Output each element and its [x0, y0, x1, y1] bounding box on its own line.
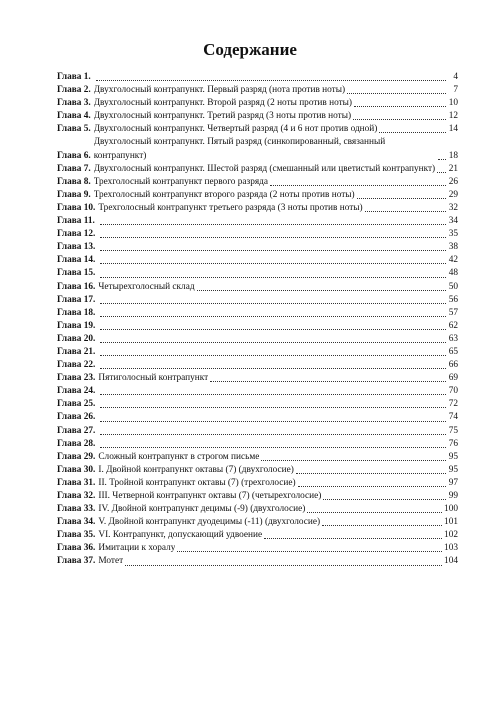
toc-entry[interactable]	[57, 307, 458, 320]
dot-leader	[100, 420, 446, 422]
chapter-title-wrap	[94, 163, 448, 176]
dot-leader	[322, 524, 442, 526]
toc-entry[interactable]	[57, 346, 458, 359]
chapter-title: Имитации к хоралу	[98, 543, 176, 554]
dot-leader	[100, 315, 446, 317]
chapter-title-wrap	[98, 262, 448, 267]
chapter-title: Двухголосный контрапункт. Четвертый разряд (4 и 6 нот против одной)	[93, 124, 378, 135]
dot-leader	[100, 276, 446, 278]
chapter-number: Глава 11.	[57, 216, 95, 227]
chapter-number: Глава 36.	[57, 543, 96, 554]
toc-entry[interactable]	[57, 438, 458, 451]
dot-leader	[437, 171, 446, 173]
page-number: 95	[448, 451, 458, 462]
page-number: 97	[448, 477, 458, 488]
page-number: 35	[448, 229, 458, 240]
chapter-title-wrap	[98, 223, 448, 228]
dot-leader	[347, 92, 446, 94]
page-number: 101	[444, 517, 458, 528]
chapter-title-wrap	[98, 281, 448, 294]
dot-leader	[353, 118, 446, 120]
chapter-title-wrap	[98, 354, 448, 359]
chapter-title-wrap	[98, 341, 448, 346]
chapter-number: Глава 17.	[57, 294, 96, 305]
dot-leader	[100, 406, 446, 408]
chapter-number: Глава 6.	[57, 150, 91, 161]
toc-entry[interactable]	[57, 294, 458, 307]
chapter-title-wrap	[98, 529, 444, 542]
page-number: 18	[448, 150, 458, 161]
page-number: 34	[448, 216, 458, 227]
chapter-number: Глава 26.	[57, 412, 96, 423]
toc-entry[interactable]	[57, 477, 458, 490]
dot-leader	[264, 537, 442, 539]
page-number: 48	[448, 268, 458, 279]
toc-entry[interactable]	[57, 189, 458, 202]
chapter-number: Глава 33.	[57, 504, 96, 515]
page-number: 32	[448, 202, 458, 213]
toc-entry[interactable]	[57, 254, 458, 267]
chapter-title: Мотет	[98, 556, 124, 567]
chapter-title-wrap	[94, 176, 448, 189]
chapter-title-wrap	[98, 477, 448, 490]
chapter-title-wrap	[98, 236, 448, 241]
toc-entry[interactable]	[57, 84, 458, 97]
chapter-title-wrap	[94, 97, 448, 110]
chapter-title-wrap	[98, 490, 448, 503]
toc-entry[interactable]	[57, 281, 458, 294]
chapter-number: Глава 18.	[57, 307, 96, 318]
toc-entry[interactable]	[57, 398, 458, 411]
chapter-title: Двухголосный контрапункт. Второй разряд (2 ноты против ноты)	[93, 98, 353, 109]
dot-leader	[100, 393, 446, 395]
page-number: 7	[453, 85, 458, 96]
chapter-number: Глава 25.	[57, 399, 96, 410]
dot-leader	[125, 564, 442, 566]
page-number: 103	[444, 543, 458, 554]
chapter-title: Сложный контрапункт в строгом письме	[98, 451, 260, 462]
page-number: 50	[448, 281, 458, 292]
dot-leader	[96, 79, 446, 81]
table-of-contents	[57, 71, 458, 569]
toc-entry[interactable]	[57, 411, 458, 424]
chapter-title-wrap	[94, 123, 448, 136]
toc-entry[interactable]	[57, 333, 458, 346]
chapter-number: Глава 9.	[57, 189, 91, 200]
chapter-title-wrap	[98, 503, 444, 516]
chapter-number: Глава 10.	[57, 202, 96, 213]
chapter-number: Глава 28.	[57, 438, 96, 449]
toc-entry[interactable]	[57, 163, 458, 176]
toc-entry[interactable]	[57, 228, 458, 241]
page-number: 74	[448, 412, 458, 423]
dot-leader	[365, 210, 446, 212]
page-number: 75	[448, 425, 458, 436]
dot-leader	[270, 184, 446, 186]
chapter-title: Двухголосный контрапункт. Пятый разряд (синкопированный, связанный контрапункт)	[93, 137, 386, 161]
dot-leader	[100, 302, 446, 304]
dot-leader	[100, 262, 446, 264]
chapter-title-wrap	[98, 202, 448, 215]
page-number: 56	[448, 294, 458, 305]
page-number: 21	[448, 163, 458, 174]
dot-leader	[100, 341, 446, 343]
page-number: 104	[444, 556, 458, 567]
toc-entry[interactable]	[57, 372, 458, 385]
chapter-title: II. Тройной контрапункт октавы (7) (трехголосие)	[98, 477, 296, 488]
chapter-title-wrap	[98, 542, 444, 555]
dot-leader	[323, 498, 446, 500]
chapter-number: Глава 5.	[57, 124, 91, 135]
chapter-number: Глава 19.	[57, 320, 96, 331]
chapter-number: Глава 7.	[57, 163, 91, 174]
chapter-number: Глава 35.	[57, 530, 96, 541]
chapter-number: Глава 2.	[57, 85, 91, 96]
chapter-title-wrap	[98, 555, 444, 568]
chapter-number: Глава 20.	[57, 333, 96, 344]
toc-entry[interactable]	[57, 385, 458, 398]
chapter-number: Глава 23.	[57, 373, 96, 384]
chapter-title-wrap	[94, 189, 448, 202]
page-number: 29	[448, 189, 458, 200]
dot-leader	[100, 433, 446, 435]
page-number: 26	[448, 176, 458, 187]
page-number: 12	[448, 111, 458, 122]
chapter-title-wrap	[98, 464, 448, 477]
dot-leader	[357, 197, 446, 199]
dot-leader	[379, 131, 446, 133]
chapter-title-wrap	[98, 406, 448, 411]
page-number: 70	[448, 386, 458, 397]
toc-entry[interactable]	[57, 176, 458, 189]
chapter-title-wrap	[98, 249, 448, 254]
page-number: 38	[448, 242, 458, 253]
chapter-title-wrap	[98, 328, 448, 333]
dot-leader	[177, 550, 442, 552]
chapter-number: Глава 32.	[57, 491, 96, 501]
dot-leader	[100, 223, 446, 225]
page-number: 66	[448, 360, 458, 371]
toc-entry[interactable]	[57, 136, 458, 162]
dot-leader	[100, 236, 446, 238]
page-number: 102	[444, 530, 458, 541]
page-number: 99	[448, 491, 458, 501]
chapter-title-wrap	[98, 433, 448, 438]
page-number: 95	[448, 464, 458, 475]
chapter-number: Глава 31.	[57, 477, 96, 488]
chapter-title: IV. Двойной контрапункт децимы (-9) (двухголосие)	[98, 504, 306, 515]
chapter-number: Глава 37.	[57, 556, 96, 567]
chapter-title: Трехголосный контрапункт третьего разряда (3 ноты против ноты)	[98, 202, 363, 213]
dot-leader	[307, 511, 442, 513]
chapter-title-wrap	[98, 372, 448, 385]
chapter-title: Трехголосный контрапункт второго разряда (2 ноты против ноты)	[93, 189, 355, 200]
page-number: 62	[448, 320, 458, 331]
chapter-number: Глава 4.	[57, 111, 91, 122]
dot-leader	[296, 472, 446, 474]
page-number: 69	[448, 373, 458, 384]
toc-entry[interactable]	[57, 464, 458, 477]
toc-entry[interactable]	[57, 359, 458, 372]
toc-entry[interactable]	[57, 215, 458, 228]
toc-entry[interactable]	[57, 516, 458, 529]
toc-entry[interactable]	[57, 123, 458, 136]
toc-entry[interactable]	[57, 241, 458, 254]
dot-leader	[100, 328, 446, 330]
dot-leader	[438, 158, 446, 160]
page-number: 76	[448, 438, 458, 449]
dot-leader	[100, 249, 446, 251]
page-number: 14	[448, 124, 458, 135]
dot-leader	[100, 354, 446, 356]
chapter-number: Глава 24.	[57, 386, 96, 397]
chapter-title-wrap	[98, 420, 448, 425]
chapter-title-wrap	[98, 451, 448, 464]
toc-entry[interactable]	[57, 267, 458, 280]
chapter-title-wrap	[98, 315, 448, 320]
chapter-title: Двухголосный контрапункт. Шестой разряд (смешанный или цветистый контрапункт)	[93, 163, 436, 174]
toc-entry[interactable]	[57, 451, 458, 464]
chapter-number: Глава 22.	[57, 360, 96, 371]
toc-entry[interactable]	[57, 529, 458, 542]
toc-entry[interactable]	[57, 202, 458, 215]
chapter-number: Глава 30.	[57, 464, 96, 475]
chapter-number: Глава 29.	[57, 451, 96, 462]
page-number: 42	[448, 255, 458, 266]
chapter-title: Двухголосный контрапункт. Первый разряд (нота против ноты)	[93, 85, 346, 96]
page-number: 4	[453, 72, 458, 82]
chapter-number: Глава 21.	[57, 346, 96, 357]
chapter-number: Глава 1.	[57, 72, 91, 82]
dot-leader	[210, 380, 446, 382]
toc-entry[interactable]	[57, 542, 458, 555]
chapter-number: Глава 12.	[57, 229, 96, 240]
chapter-title: I. Двойной контрапункт октавы (7) (двухголосие)	[98, 464, 294, 475]
chapter-number: Глава 15.	[57, 268, 96, 279]
chapter-number: Глава 27.	[57, 425, 96, 436]
dot-leader	[197, 289, 446, 291]
chapter-title: V. Двойной контрапункт дуодецимы (-11) (двухголосие)	[98, 517, 321, 528]
page-number: 63	[448, 333, 458, 344]
dot-leader	[100, 367, 446, 369]
chapter-number: Глава 3.	[57, 98, 91, 109]
toc-entry[interactable]	[57, 71, 458, 84]
toc-entry[interactable]	[57, 503, 458, 516]
chapter-title-wrap	[98, 302, 448, 307]
chapter-title: Пятиголосный контрапункт	[98, 373, 209, 384]
chapter-title-wrap	[94, 84, 448, 97]
chapter-title-wrap	[98, 516, 444, 529]
toc-entry[interactable]	[57, 97, 458, 110]
page-number: 57	[448, 307, 458, 318]
toc-entry[interactable]	[57, 425, 458, 438]
chapter-title-wrap	[94, 136, 448, 162]
page-number: 72	[448, 399, 458, 410]
toc-entry[interactable]	[57, 555, 458, 568]
toc-entry[interactable]	[57, 490, 458, 503]
dot-leader	[261, 459, 446, 461]
chapter-number: Глава 14.	[57, 255, 96, 266]
chapter-title-wrap	[98, 393, 448, 398]
dot-leader	[100, 446, 446, 448]
chapter-title: Четырехголосный склад	[98, 281, 195, 292]
toc-entry[interactable]	[57, 320, 458, 333]
dot-leader	[298, 485, 446, 487]
chapter-title: VI. Контрапункт, допускающий удвоение	[98, 530, 263, 541]
chapter-title: Трехголосный контрапункт первого разряда	[93, 176, 268, 187]
dot-leader	[354, 105, 446, 107]
chapter-number: Глава 34.	[57, 517, 96, 528]
chapter-title: Двухголосный контрапункт. Третий разряд (3 ноты против ноты)	[93, 111, 352, 122]
page-number: 100	[444, 504, 458, 515]
toc-entry[interactable]	[57, 110, 458, 123]
chapter-number: Глава 16.	[57, 281, 96, 292]
chapter-title-wrap	[94, 110, 448, 123]
page-title: Содержание	[203, 40, 297, 59]
chapter-number: Глава 8.	[57, 176, 91, 187]
chapter-number: Глава 13.	[57, 242, 96, 253]
page-number: 10	[448, 98, 458, 109]
chapter-title: III. Четверной контрапункт октавы (7) (четырехголосие)	[98, 491, 322, 501]
page-number: 65	[448, 346, 458, 357]
